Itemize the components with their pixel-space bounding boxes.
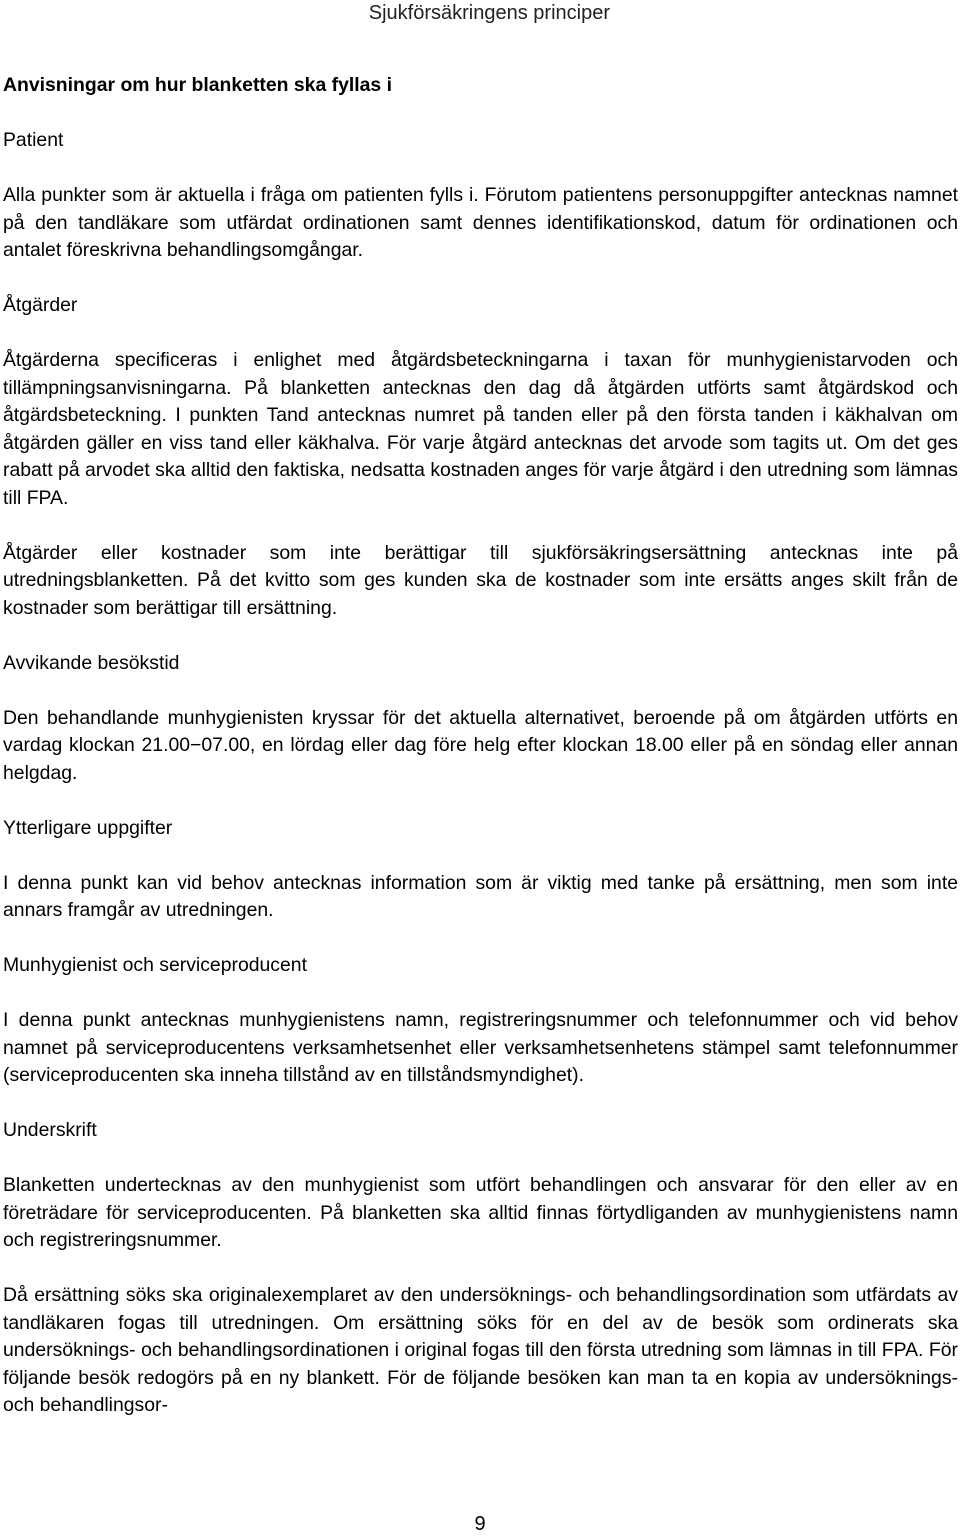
section-heading-ytterligare-uppgifter: Ytterligare uppgifter — [3, 816, 173, 839]
running-header: Sjukförsäkringens principer — [368, 2, 610, 24]
paragraph-ytterligare-uppgifter: I denna punkt kan vid behov antecknas information som är viktig med tanke på ersättning, men som inte annars framgår av utredningen. — [3, 871, 958, 921]
paragraph-patient: Alla punkter som är aktuella i fråga om patienten fylls i. Förutom patientens personuppgifter antecknas namnet på den tandläkare som utfärdat ordinationen samt dennes identifikationskod, datum för ordinationen och antalet föreskrivna behandlingsomgångar. — [3, 184, 958, 261]
main-heading: Anvisningar om hur blanketten ska fyllas i — [3, 74, 392, 96]
paragraph-avvikande-besokstid: Den behandlande munhygienisten kryssar för det aktuella alternativet, beroende på om åtgärden utförts en vardag klockan 21.00−07.00, en lördag eller dag före helg efter klockan 18.00 eller på en söndag eller annan helgdag. — [3, 706, 958, 784]
paragraph-atgarder-2: Åtgärder eller kostnader som inte berättigar till sjukförsäkringsersättning antecknas inte på utredningsblanketten. På det kvitto som ges kunden ska de kostnader som inte ersätts anges skilt från de kostnader som berättigar till ersättning. — [3, 541, 958, 619]
page-content — [3, 72, 958, 1420]
paragraph-underskrift-2: Då ersättning söks ska originalexemplaret av den undersöknings- och behandlingsordination som utfärdats av tandläkaren fogas till utredningen. Om ersättning söks för en del av de besök som ordinerats ska undersöknings- och behandlingsordinationen i original fogas till den första utredning som lämnas in till FPA. För följande besök redogörs på en ny blankett. För de följande besöken kan man ta en kopia av undersöknings- och behandlingsor- — [3, 1284, 958, 1416]
section-heading-underskrift: Underskrift — [3, 1119, 97, 1141]
page-number: 9 — [474, 1513, 486, 1535]
paragraph-munhygienist: I denna punkt antecknas munhygienistens namn, registreringsnummer och telefonnummer och vid behov namnet på serviceproducentens verksamhetsenhet eller verksamhetsenhetens stämpel samt telefonnummer (serviceproducenten ska inneha tillstånd av en tillståndsmyndighet). — [3, 1009, 958, 1086]
paragraph-underskrift-1: Blanketten undertecknas av den munhygienist som utfört behandlingen och ansvarar för den eller av en företrädare för serviceproducenten. På blanketten ska alltid finnas förtydliganden av munhygienistens namn och registreringsnummer. — [3, 1174, 958, 1251]
section-heading-avvikande-besokstid: Avvikande besökstid — [3, 651, 180, 674]
section-heading-patient: Patient — [3, 129, 64, 151]
section-heading-munhygienist: Munhygienist och serviceproducent — [3, 954, 307, 976]
paragraph-atgarder-1: Åtgärderna specificeras i enlighet med åtgärdsbeteckningarna i taxan för munhygienistarvoden och tillämpningsanvisningarna. På blanketten antecknas den dag då åtgärden utförts samt åtgärdskod och åtgärdsbeteckning. I punkten Tand antecknas numret på tanden eller på den första tanden i käkhalvan om åtgärden gäller en viss tand eller käkhalva. För varje åtgärd antecknas det arvode som tagits ut. Om det ges rabatt på arvodet ska alltid den faktiska, nedsatta kostnaden anges för varje åtgärd i den utredning som lämnas till FPA. — [3, 349, 958, 509]
section-heading-atgarder: Åtgärder — [3, 294, 78, 316]
